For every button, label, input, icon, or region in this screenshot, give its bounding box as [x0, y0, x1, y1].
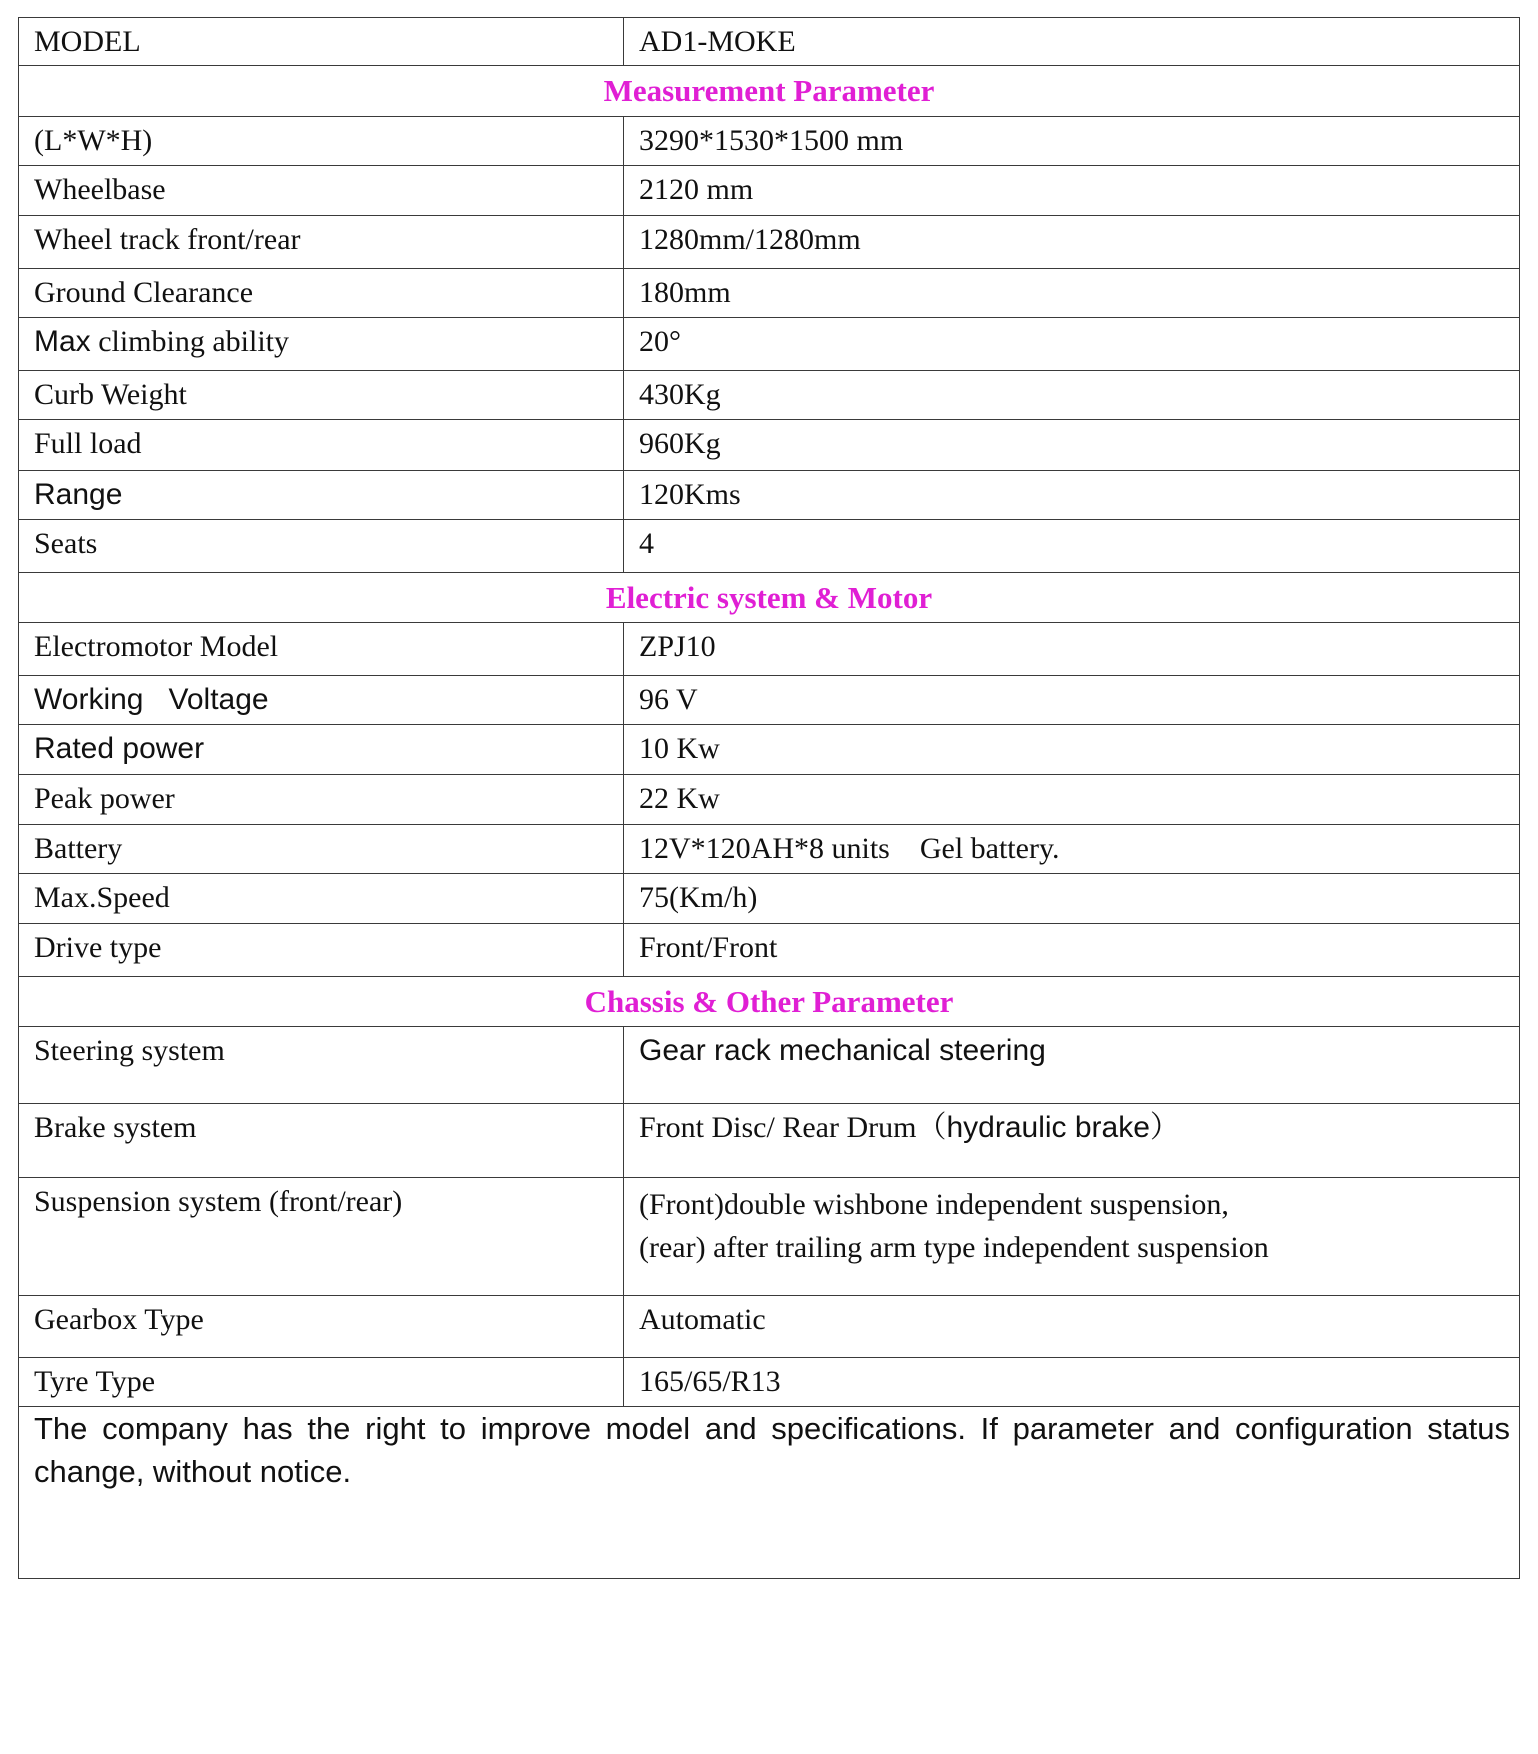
spec-label-electromotor-model: Electromotor Model [19, 623, 624, 676]
table-row [19, 825, 1520, 874]
spec-value-gearbox: Automatic [624, 1296, 1520, 1358]
table-row [19, 1358, 1520, 1407]
table-row [19, 371, 1520, 420]
spec-value-suspension [624, 1178, 1520, 1296]
spec-value-max-climbing: 20° [624, 318, 1520, 371]
spec-value-working-voltage: 96 V [624, 676, 1520, 725]
spec-label-brake: Brake system [19, 1104, 624, 1178]
spec-value-wheelbase: 2120 mm [624, 166, 1520, 216]
table-row [19, 420, 1520, 471]
table-row [19, 520, 1520, 573]
footer-row [19, 1407, 1520, 1579]
spec-value-brake-main: Front Disc/ Rear Drum [639, 1111, 917, 1144]
table-row [19, 269, 1520, 318]
spec-value-suspension-rear: (rear) after trailing arm type independent suspension [639, 1231, 1269, 1264]
spec-value-curb-weight: 430Kg [624, 371, 1520, 420]
spec-value-wheel-track: 1280mm/1280mm [624, 216, 1520, 269]
spec-label-battery: Battery [19, 825, 624, 874]
footer-note: The company has the right to improve model and specifications. If parameter and configuration status change, without notice. [19, 1407, 1520, 1579]
spec-label-steering: Steering system [19, 1027, 624, 1104]
spec-label-wheelbase: Wheelbase [19, 166, 624, 216]
spec-value-brake-note: （hydraulic brake） [916, 1111, 1180, 1144]
section-row-measurement [19, 66, 1520, 117]
table-row [19, 318, 1520, 371]
spec-value-lwh: 3290*1530*1500 mm [624, 117, 1520, 166]
spec-value-range: 120Kms [624, 471, 1520, 520]
model-value: AD1-MOKE [624, 18, 1520, 66]
spec-value-drive-type: Front/Front [624, 924, 1520, 977]
table-row [19, 874, 1520, 924]
spec-label-seats: Seats [19, 520, 624, 573]
spec-label-max-climbing [19, 318, 624, 371]
spec-label-gearbox: Gearbox Type [19, 1296, 624, 1358]
spec-value-brake [624, 1104, 1520, 1178]
table-row [19, 1178, 1520, 1296]
spec-label-suspension: Suspension system (front/rear) [19, 1178, 624, 1296]
table-row [19, 775, 1520, 825]
table-row-model [19, 18, 1520, 66]
spec-label-rated-power: Rated power [19, 725, 624, 775]
spec-label-wheel-track: Wheel track front/rear [19, 216, 624, 269]
table-row [19, 924, 1520, 977]
table-row [19, 676, 1520, 725]
spec-value-suspension-front: (Front)double wishbone independent suspension, [639, 1188, 1229, 1221]
spec-label-range: Range [19, 471, 624, 520]
spec-value-battery: 12V*120AH*8 units Gel battery. [624, 825, 1520, 874]
spec-value-full-load: 960Kg [624, 420, 1520, 471]
spec-value-peak-power: 22 Kw [624, 775, 1520, 825]
table-row [19, 117, 1520, 166]
spec-value-seats: 4 [624, 520, 1520, 573]
table-row [19, 623, 1520, 676]
table-row [19, 1296, 1520, 1358]
table-row [19, 216, 1520, 269]
spec-label-lwh: (L*W*H) [19, 117, 624, 166]
model-label: MODEL [19, 18, 624, 66]
spec-label-ground-clearance: Ground Clearance [19, 269, 624, 318]
section-row-chassis [19, 977, 1520, 1027]
spec-label-curb-weight: Curb Weight [19, 371, 624, 420]
spec-value-steering: Gear rack mechanical steering [624, 1027, 1520, 1104]
spec-label-working-voltage: Working Voltage [19, 676, 624, 725]
section-title-measurement: Measurement Parameter [19, 66, 1520, 117]
table-row [19, 1104, 1520, 1178]
section-row-electric [19, 573, 1520, 623]
section-title-electric: Electric system & Motor [19, 573, 1520, 623]
spec-table [18, 17, 1520, 1579]
table-row [19, 725, 1520, 775]
spec-label-max-climbing-prefix: Max [34, 325, 91, 358]
spec-label-peak-power: Peak power [19, 775, 624, 825]
spec-label-max-speed: Max.Speed [19, 874, 624, 924]
table-row [19, 471, 1520, 520]
spec-value-tyre: 165/65/R13 [624, 1358, 1520, 1407]
spec-label-full-load: Full load [19, 420, 624, 471]
table-row [19, 1027, 1520, 1104]
spec-label-drive-type: Drive type [19, 924, 624, 977]
spec-label-tyre: Tyre Type [19, 1358, 624, 1407]
spec-value-rated-power: 10 Kw [624, 725, 1520, 775]
spec-value-max-speed: 75(Km/h) [624, 874, 1520, 924]
section-title-chassis: Chassis & Other Parameter [19, 977, 1520, 1027]
spec-label-max-climbing-suffix: climbing ability [90, 325, 289, 358]
spec-value-ground-clearance: 180mm [624, 269, 1520, 318]
table-row [19, 166, 1520, 216]
spec-value-electromotor-model: ZPJ10 [624, 623, 1520, 676]
